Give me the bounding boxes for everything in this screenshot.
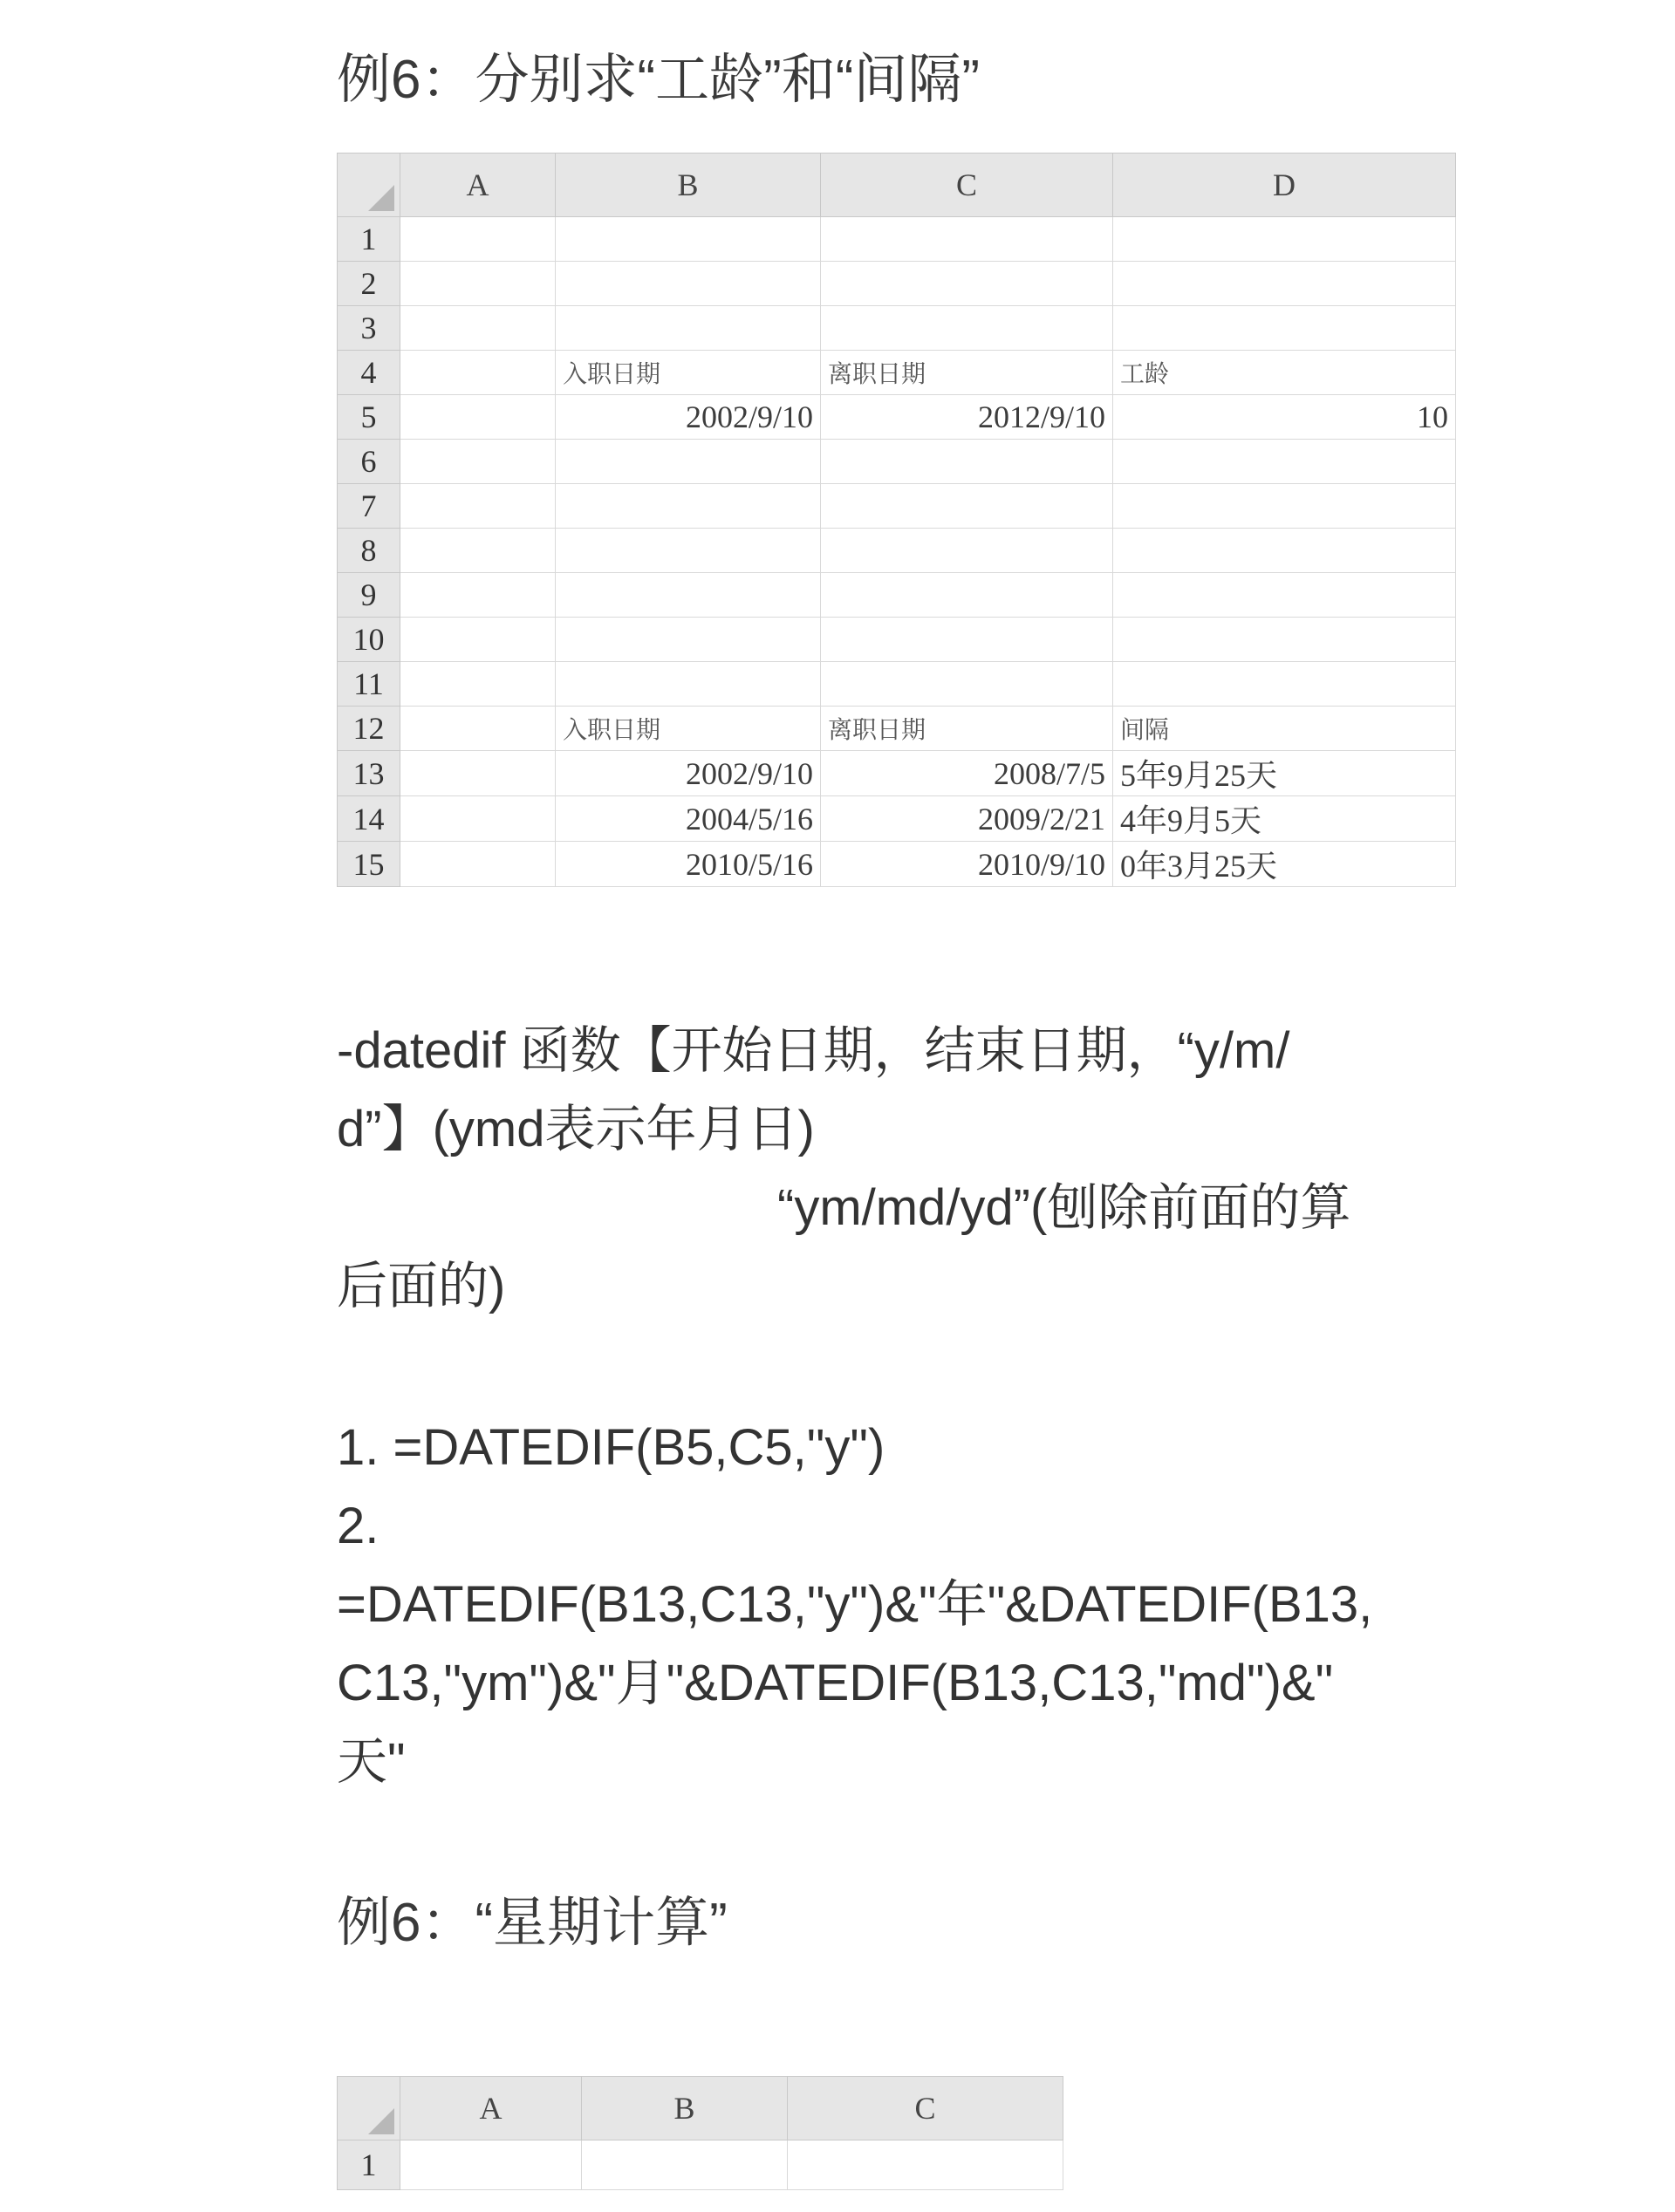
cell-b[interactable]: 2002/9/10 — [556, 395, 821, 440]
cell-d[interactable] — [1113, 662, 1456, 707]
row-header[interactable]: 1 — [338, 217, 400, 262]
row-header[interactable]: 3 — [338, 306, 400, 351]
corner-triangle-icon — [368, 185, 394, 211]
cell-d[interactable]: 工龄 — [1113, 351, 1456, 395]
cell-c[interactable] — [821, 440, 1113, 484]
select-all-corner[interactable] — [338, 2077, 400, 2140]
table-row — [338, 2140, 1063, 2190]
column-header-b[interactable]: B — [556, 154, 821, 217]
text-line-4: 后面的) — [337, 1258, 506, 1314]
row-header[interactable]: 11 — [338, 662, 400, 707]
table-row — [338, 217, 1456, 262]
cell-b[interactable]: 2010/5/16 — [556, 842, 821, 887]
text-line-1: -datedif 函数【开始日期，结束日期，“y/m/ — [337, 1022, 1290, 1079]
table-row — [338, 262, 1456, 306]
cell-d[interactable]: 4年9月5天 — [1113, 796, 1456, 842]
cell-c[interactable] — [821, 262, 1113, 306]
cell-b[interactable]: 2004/5/16 — [556, 796, 821, 842]
row-header[interactable]: 10 — [338, 618, 400, 662]
cell-a[interactable] — [400, 395, 556, 440]
cell-a[interactable] — [400, 618, 556, 662]
spreadsheet-2-body — [338, 2140, 1063, 2190]
table-row — [338, 707, 1456, 751]
row-header[interactable]: 8 — [338, 529, 400, 573]
table-row — [338, 484, 1456, 529]
cell-c[interactable] — [821, 306, 1113, 351]
cell-c[interactable] — [821, 573, 1113, 618]
cell-b[interactable] — [556, 306, 821, 351]
row-header[interactable]: 1 — [338, 2140, 400, 2190]
column-header-d[interactable]: D — [1113, 154, 1456, 217]
cell-c[interactable] — [821, 484, 1113, 529]
row-header[interactable]: 6 — [338, 440, 400, 484]
table-row — [338, 440, 1456, 484]
table-row — [338, 796, 1456, 842]
table-row — [338, 529, 1456, 573]
spreadsheet-1 — [337, 153, 1456, 887]
example-heading-1: 例6：分别求“工龄”和“间隔” — [337, 50, 981, 110]
cell-b[interactable]: 2002/9/10 — [556, 751, 821, 796]
cell-a[interactable] — [400, 842, 556, 887]
cell-b[interactable] — [556, 573, 821, 618]
cell-b[interactable]: 入职日期 — [556, 707, 821, 751]
cell-d[interactable] — [1113, 529, 1456, 573]
cell-b[interactable] — [556, 662, 821, 707]
cell-c[interactable] — [821, 217, 1113, 262]
column-header-c[interactable]: C — [788, 2077, 1063, 2140]
cell-a[interactable] — [400, 2140, 582, 2190]
cell-d[interactable] — [1113, 306, 1456, 351]
table-row — [338, 842, 1456, 887]
cell-a[interactable] — [400, 262, 556, 306]
cell-a[interactable] — [400, 217, 556, 262]
cell-c[interactable] — [821, 529, 1113, 573]
cell-a[interactable] — [400, 351, 556, 395]
cell-b[interactable] — [556, 529, 821, 573]
text-line-3: “ym/md/yd”(刨除前面的算 — [777, 1179, 1351, 1236]
text-line-2: d”】(ymd表示年月日) — [337, 1101, 815, 1157]
column-header-c[interactable]: C — [821, 154, 1113, 217]
cell-a[interactable] — [400, 529, 556, 573]
cell-b[interactable] — [556, 217, 821, 262]
cell-a[interactable] — [400, 440, 556, 484]
row-header[interactable]: 7 — [338, 484, 400, 529]
row-header[interactable]: 5 — [338, 395, 400, 440]
cell-c[interactable] — [788, 2140, 1063, 2190]
cell-a[interactable] — [400, 306, 556, 351]
row-header[interactable]: 4 — [338, 351, 400, 395]
cell-c[interactable]: 2012/9/10 — [821, 395, 1113, 440]
corner-triangle-icon — [368, 2108, 394, 2134]
cell-d[interactable]: 10 — [1113, 395, 1456, 440]
row-header[interactable]: 9 — [338, 573, 400, 618]
table-row — [338, 395, 1456, 440]
cell-a[interactable] — [400, 573, 556, 618]
table-row — [338, 662, 1456, 707]
cell-b[interactable] — [556, 262, 821, 306]
select-all-corner[interactable] — [338, 154, 400, 217]
cell-c[interactable] — [821, 662, 1113, 707]
cell-d[interactable] — [1113, 262, 1456, 306]
cell-a[interactable] — [400, 707, 556, 751]
cell-d[interactable]: 0年3月25天 — [1113, 842, 1456, 887]
row-header[interactable]: 2 — [338, 262, 400, 306]
cell-c[interactable]: 2009/2/21 — [821, 796, 1113, 842]
table-row — [338, 751, 1456, 796]
table-row — [338, 618, 1456, 662]
formula-line-5: 天" — [337, 1733, 406, 1790]
example-heading-2: 例6：“星期计算” — [337, 1893, 728, 1953]
row-header[interactable]: 12 — [338, 707, 400, 751]
cell-c[interactable]: 离职日期 — [821, 707, 1113, 751]
column-header-b[interactable]: B — [582, 2077, 788, 2140]
column-header-a[interactable]: A — [400, 154, 556, 217]
cell-c[interactable]: 2010/9/10 — [821, 842, 1113, 887]
cell-c[interactable]: 2008/7/5 — [821, 751, 1113, 796]
cell-b[interactable] — [556, 618, 821, 662]
cell-b[interactable] — [556, 484, 821, 529]
cell-a[interactable] — [400, 484, 556, 529]
cell-b[interactable] — [556, 440, 821, 484]
cell-b[interactable] — [582, 2140, 788, 2190]
spreadsheet-1-body — [338, 217, 1456, 887]
table-row — [338, 351, 1456, 395]
cell-d[interactable]: 5年9月25天 — [1113, 751, 1456, 796]
row-header[interactable]: 14 — [338, 796, 400, 842]
cell-a[interactable] — [400, 662, 556, 707]
formula-line-2: 2. — [337, 1498, 379, 1554]
table-row — [338, 573, 1456, 618]
cell-d[interactable] — [1113, 217, 1456, 262]
cell-a[interactable] — [400, 796, 556, 842]
cell-d[interactable] — [1113, 618, 1456, 662]
cell-d[interactable]: 间隔 — [1113, 707, 1456, 751]
row-header[interactable]: 15 — [338, 842, 400, 887]
cell-c[interactable] — [821, 618, 1113, 662]
cell-b[interactable]: 入职日期 — [556, 351, 821, 395]
cell-d[interactable] — [1113, 484, 1456, 529]
cell-d[interactable] — [1113, 440, 1456, 484]
cell-c[interactable]: 离职日期 — [821, 351, 1113, 395]
formula-line-3: =DATEDIF(B13,C13,"y")&"年"&DATEDIF(B13, — [337, 1576, 1373, 1633]
formula-line-4: C13,"ym")&"月"&DATEDIF(B13,C13,"md")&" — [337, 1655, 1334, 1711]
row-header[interactable]: 13 — [338, 751, 400, 796]
table-row — [338, 306, 1456, 351]
cell-d[interactable] — [1113, 573, 1456, 618]
cell-a[interactable] — [400, 751, 556, 796]
column-header-a[interactable]: A — [400, 2077, 582, 2140]
spreadsheet-2 — [337, 2076, 1063, 2190]
formula-line-1: 1. =DATEDIF(B5,C5,"y") — [337, 1419, 885, 1476]
